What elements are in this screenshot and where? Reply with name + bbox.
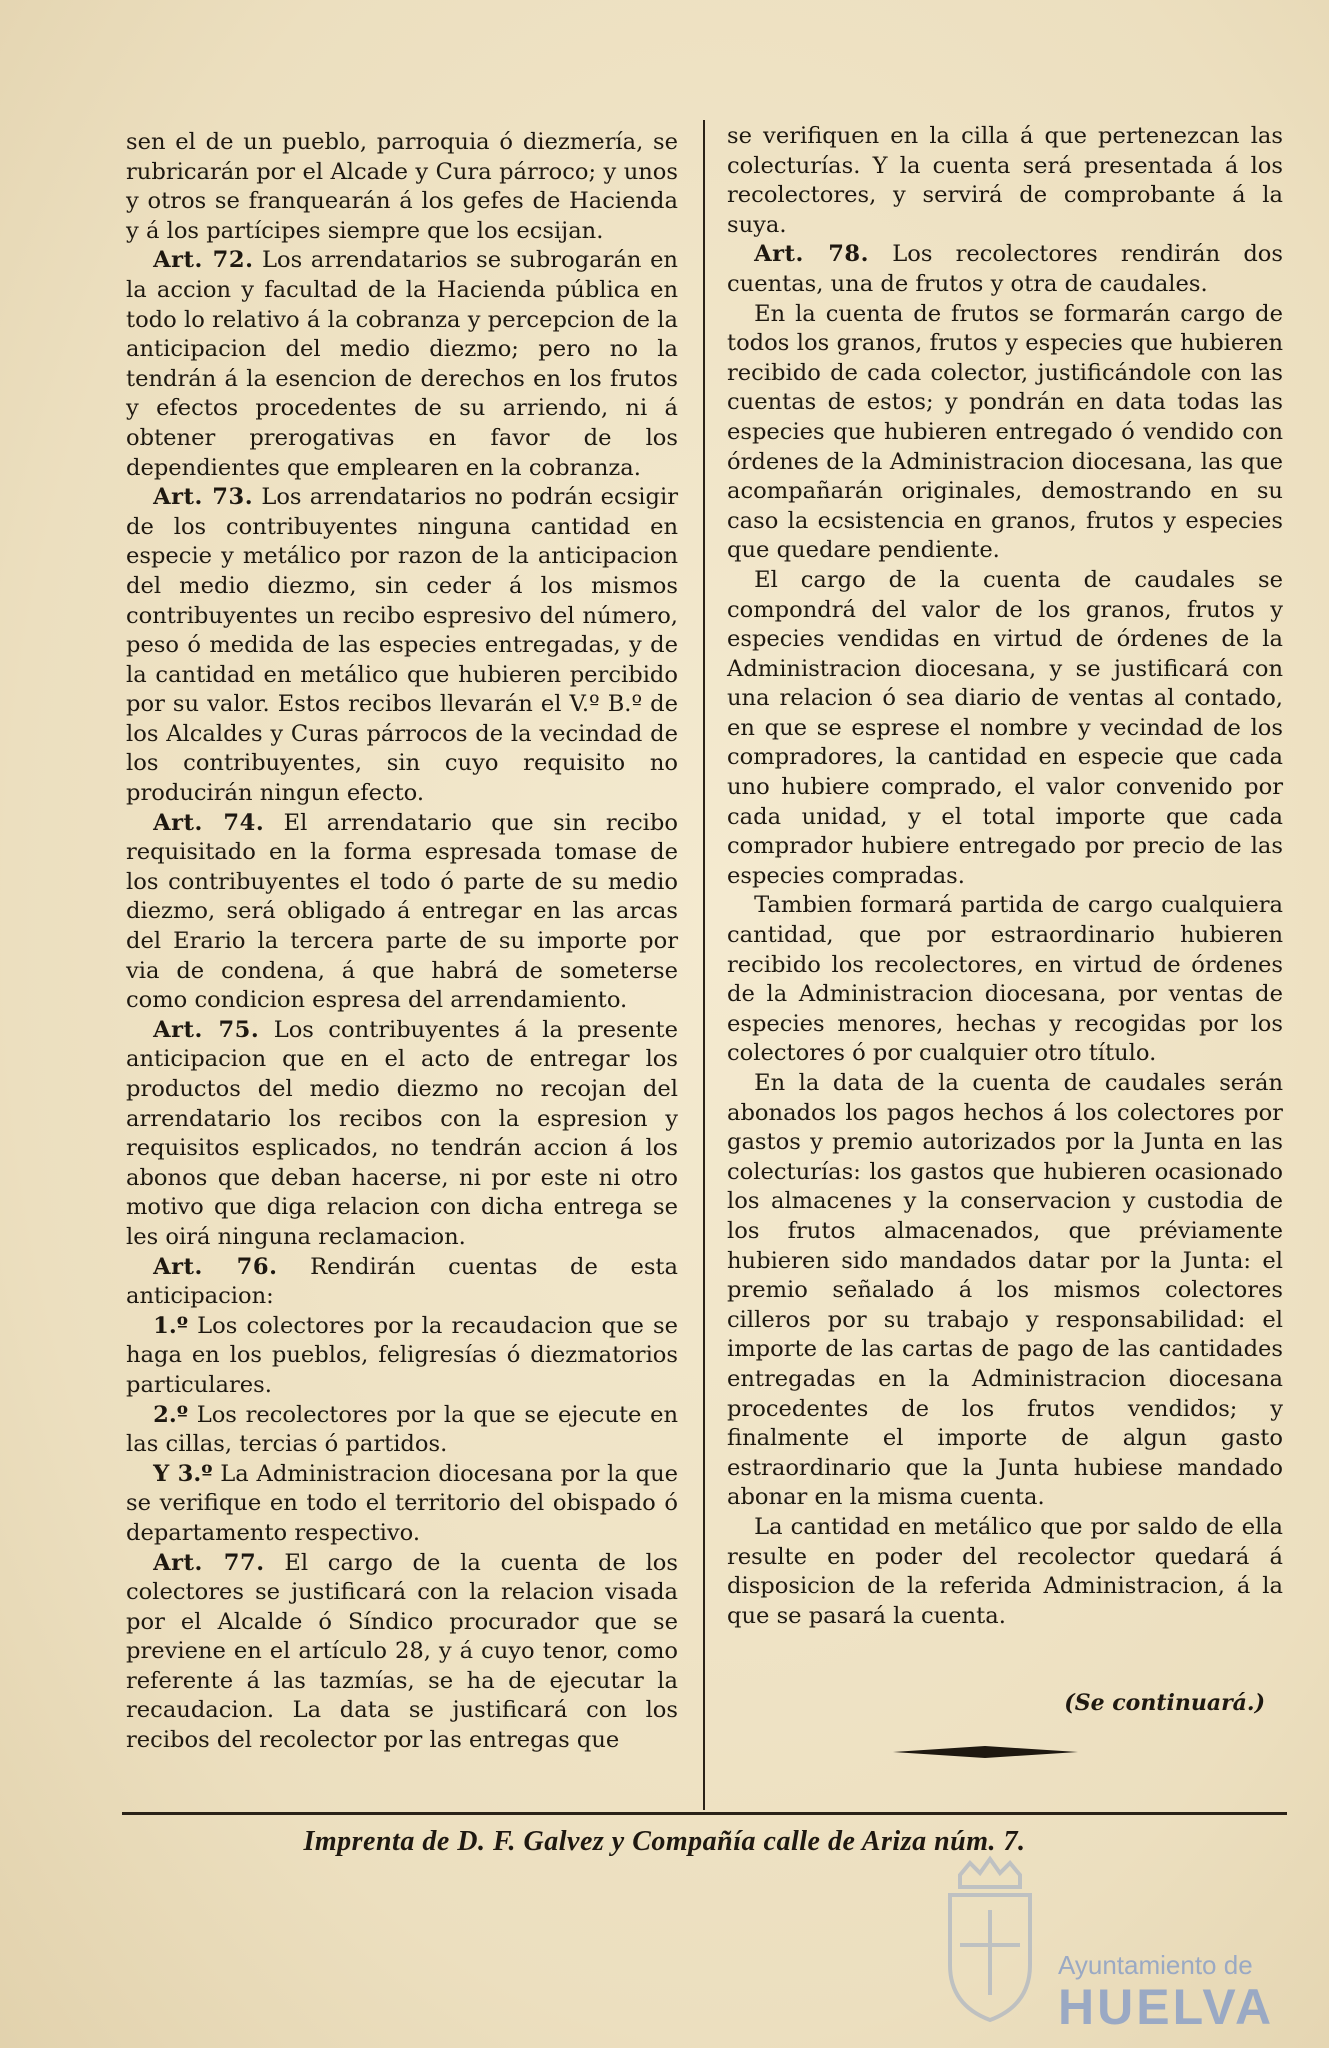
list-number: Y 3.º [153,1460,213,1487]
article-label: Art. 73. [153,484,254,511]
article-label: Art. 76. [153,1253,278,1280]
list-item-3 [126,1460,678,1549]
article-text: Los arrendatarios se subrogarán en la accion y facultad de la Hacienda pública en todo lo relativo á la cobranza y percepcion de la anticipacion del medio diezmo; pero no la tendrán á la esencion de derechos en los frutos y efectos procedentes de su arriendo, ni á obtener prerogativas en favor de los dependientes que emplearen en la cobranza. [126,247,678,481]
paragraph-data: En la data de la cuenta de caudales serán abonados los pagos hechos á los colectores por gastos y premio autorizados por la Junta en las colecturías: los gastos que hubieren ocasionado los almacenes y la conservacion y custodia de los frutos almacenados, que préviamente hubieren sido mandados datar por la Junta: el premio señalado á los mismos colectores cilleros por su trabajo y responsabilidad: el importe de las cartas de pago de las cantidades entregadas en la Administracion diocesana procedentes de los frutos vendidos; y finalmente el importe de algun gasto estraordinario que la Junta hubiese mandado abonar en la misma cuenta. [727,1070,1283,1511]
article-text: El arrendatario que sin recibo requisitado en la forma espresada tomase de los contribuyentes el todo ó parte de su medio diezmo, será obligado á entregar en las arcas del Erario la tercera parte de su importe por via de condena, á que habrá de someterse como condicion espresa del arrendamiento. [126,809,678,1014]
paragraph-frutos: En la cuenta de frutos se formarán cargo de todos los granos, frutos y especies que hubieren recibido de cada colector, justificándole con las cuentas de estos; y pondrán en data todas las especies que hubieren entregado ó vendido con órdenes de la Administracion diocesana, las que acompañarán originales, demostrando en su caso la ecsistencia en granos, frutos y especies que quedare pendiente. [727,300,1283,564]
paragraph-caudales: El cargo de la cuenta de caudales se compondrá del valor de los granos, frutos y especies vendidas en virtud de órdenes de la Administracion diocesana, y se justificará con una relacion ó sea diario de ventas al contado, en que se esprese el nombre y vecindad de los compradores, la cantidad en especie que cada uno hubiere comprado, el valor convenido por cada unidad, y el total importe que cada comprador hubiere entregado por precio de las especies compradas. [727,566,1283,889]
list-item-1 [126,1312,678,1401]
paragraph-cargo: Tambien formará partida de cargo cualquiera cantidad, que por estraordinario hubieren recibido los recolectores, en virtud de órdenes de la Administracion diocesana, por ventas de especies menores, hechas y recogidas por los colectores ó por cualquier otro título. [727,892,1283,1067]
article-73 [126,483,678,809]
article-74 [126,809,678,1016]
left-column [126,128,678,1756]
article-75 [126,1016,678,1253]
list-item-2 [126,1401,678,1460]
list-text: Los recolectores por la que se ejecute en las cillas, tercias ó partidos. [126,1401,678,1458]
article-text: Los arrendatarios no podrán ecsigir de los contribuyentes ninguna cantidad en especie y metálico por razon de la anticipacion del medio diezmo, sin ceder á los mismos contribuyentes un recibo espresivo del número, peso ó medida de las especies entregadas, y de la cantidad en metálico que hubieren percibido por su valor. Estos recibos llevarán el V.º B.º de los Alcaldes y Curas párrocos de la vecindad de los contribuyentes, sin cuyo requisito no producirán ningun efecto. [126,484,678,807]
imprint-line: Imprenta de D. F. Galvez y Compañía calle de Ariza núm. 7. [303,1826,1026,1857]
footer-rule [122,1812,1287,1815]
article-label: Art. 75. [153,1016,260,1043]
article-label: Art. 78. [754,241,870,268]
ornament-rule-icon [893,1745,1078,1759]
article-78 [727,240,1283,299]
continued-note: (Se continuará.) [1064,1690,1265,1716]
list-number: 2.º [153,1401,188,1428]
paragraph-continued: sen el de un pueblo, parroquia ó diezmería, se rubricarán por el Alcade y Cura párroco; y unos y otros se franquearán á los gefes de Hacienda y á los partícipes siempre que los ecsijan. [126,129,678,244]
article-text: Rendirán cuentas de esta anticipacion: [126,1253,678,1310]
article-text: El cargo de la cuenta de los colectores se justificará con la relacion visada por el Alcalde ó Síndico procurador que se previene en el artículo 28, y á cuyo tenor, como referente á las tazmías, se ha de ejecutar la recaudacion. La data se justificará con los recibos del recolector por las entregas que [126,1549,678,1754]
article-text: Los recolectores rendirán dos cuentas, una de frutos y otra de caudales. [727,241,1283,297]
column-divider [703,120,705,1810]
watermark-line-1: Ayuntamiento de [1058,1950,1253,1980]
list-text: La Administracion diocesana por la que se verifique en todo el territorio del obispado ó departamento respectivo. [126,1460,678,1546]
article-text: Los contribuyentes á la presente anticipacion que en el acto de entregar los productos del medio diezmo no recojan del arrendatario los recibos con la espresion y requisitos esplicados, no tendrán accion á los abonos que deban hacerse, ni por este ni otro motivo que diga relacion con dicha entrega se les oirá ninguna reclamacion. [126,1016,678,1250]
paragraph-saldo: La cantidad en metálico que por saldo de ella resulte en poder del recolector quedará á disposicion de la referida Administracion, á la que se pasará la cuenta. [727,1513,1283,1629]
article-76 [126,1253,678,1312]
list-text: Los colectores por la recaudacion que se haga en los pueblos, feligresías ó diezmatorios particulares. [126,1312,678,1398]
article-label: Art. 72. [153,247,254,274]
watermark-line-2: HUELVA [1058,1979,1275,2035]
article-label: Art. 74. [153,809,265,836]
article-label: Art. 77. [153,1549,265,1576]
article-72 [126,246,678,483]
paragraph-continued: se verifiquen en la cilla á que pertenezcan las colecturías. Y la cuenta será presentada á los recolectores, y servirá de comprobante á la suya. [727,123,1283,238]
list-number: 1.º [153,1312,188,1339]
article-77 [126,1549,678,1756]
right-column [727,122,1283,1631]
